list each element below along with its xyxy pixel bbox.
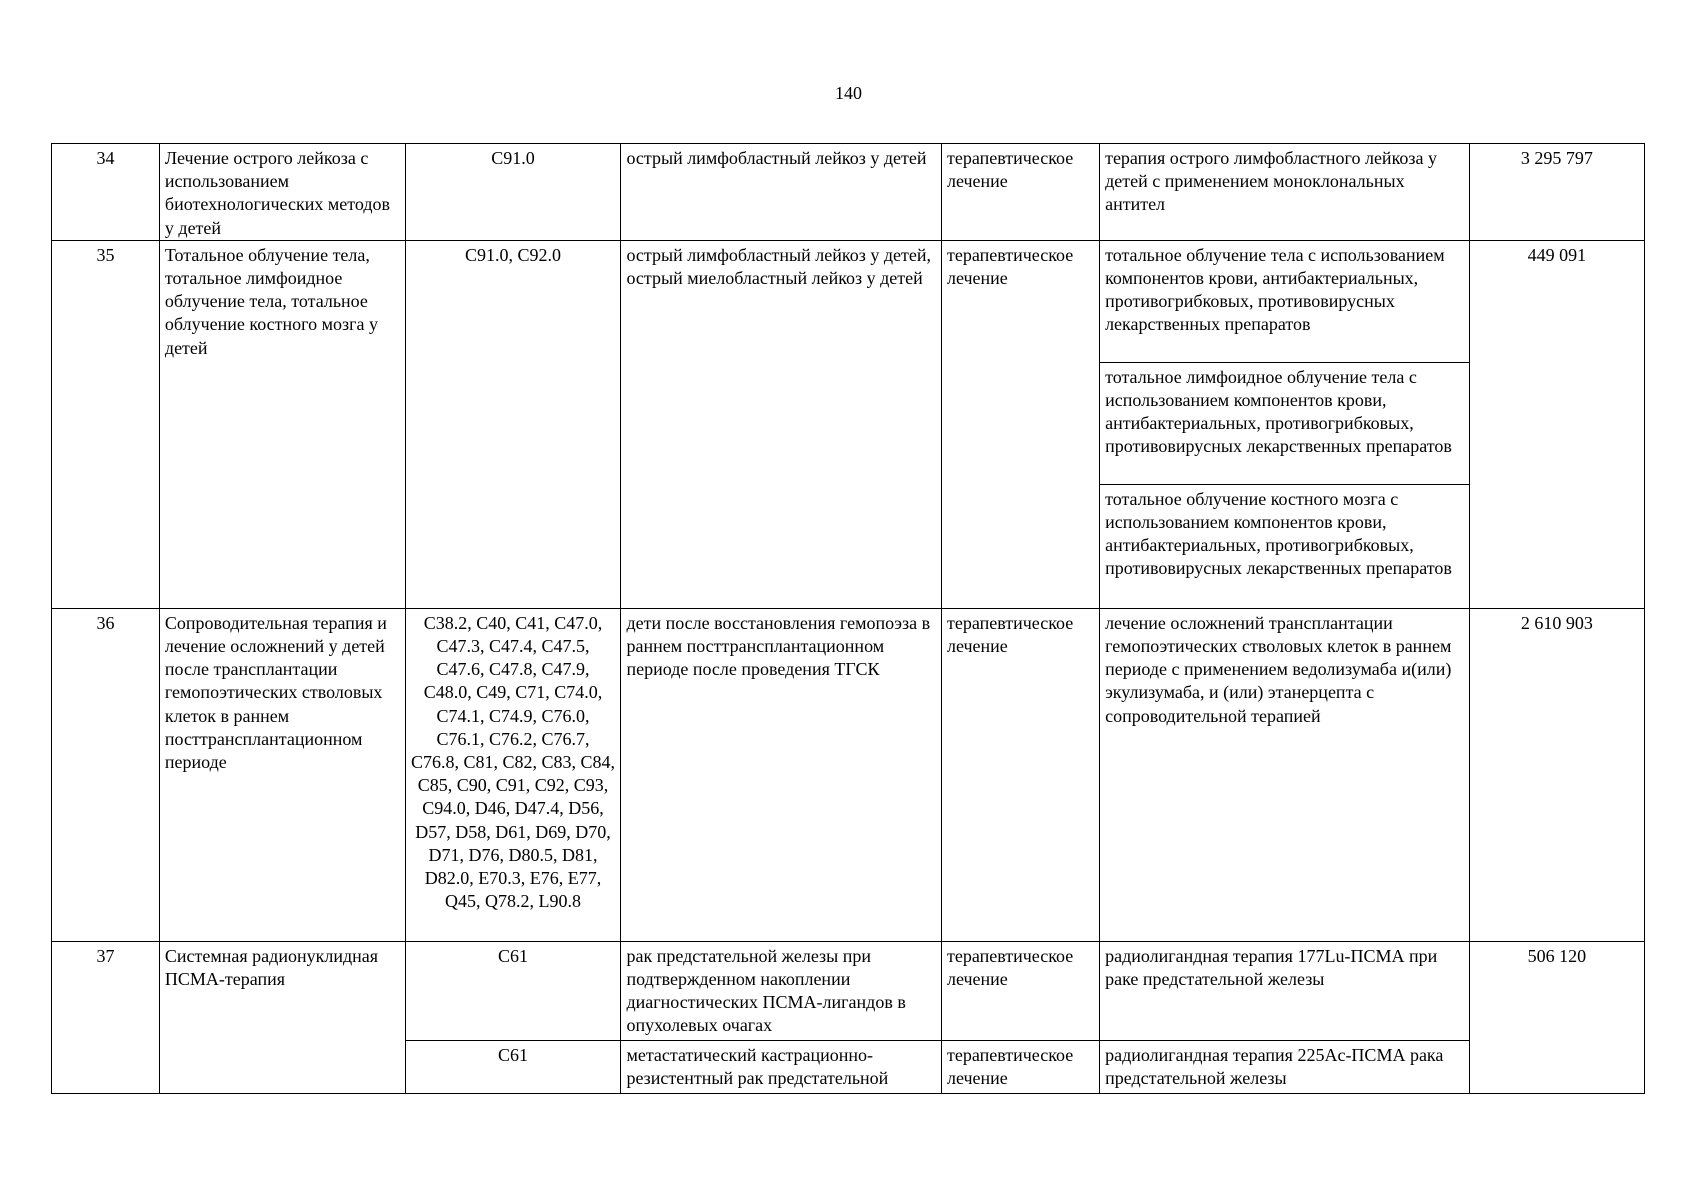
treatment-type: терапевтическое лечение — [941, 941, 1099, 1040]
treatment-type: терапевтическое лечение — [941, 144, 1099, 241]
care-type-name: Сопроводительная терапия и лечение осложнений у детей после трансплантации гемопоэтических стволовых клеток в раннем посттрансплантационном периоде — [159, 608, 405, 941]
treatment-method: тотальное облучение тела с использованием компонентов крови, антибактериальных, противогрибковых, противовирусных лекарственных препаратов — [1100, 240, 1470, 362]
cost-value: 506 120 — [1469, 941, 1644, 1093]
treatment-method: радиолигандная терапия 177Lu-ПСМА при раке предстательной железы — [1100, 941, 1470, 1040]
row-number: 35 — [52, 240, 160, 608]
patient-model: острый лимфобластный лейкоз у детей — [621, 144, 942, 241]
patient-model: метастатический кастрационно-резистентный рак предстательной — [621, 1040, 942, 1093]
table-row — [52, 240, 1645, 362]
patient-model: дети после восстановления гемопоэза в раннем посттрансплантационном периоде после проведения ТГСК — [621, 608, 942, 941]
treatment-method: тотальное лимфоидное облучение тела с использованием компонентов крови, антибактериальных, противогрибковых, противовирусных лекарственных препаратов — [1100, 362, 1470, 484]
services-table — [51, 143, 1645, 1094]
icd-codes: С61 — [405, 941, 621, 1040]
treatment-method: терапия острого лимфобластного лейкоза у детей с применением моноклональных антител — [1100, 144, 1470, 241]
treatment-method: радиолигандная терапия 225Ac-ПСМА рака предстательной железы — [1100, 1040, 1470, 1093]
treatment-type: терапевтическое лечение — [941, 608, 1099, 941]
patient-model: острый лимфобластный лейкоз у детей, острый миелобластный лейкоз у детей — [621, 240, 942, 608]
treatment-method: лечение осложнений трансплантации гемопоэтических стволовых клеток в раннем периоде с применением ведолизумаба и(или) экулизумаба, и (или) этанерцепта с сопроводительной терапией — [1100, 608, 1470, 941]
icd-codes: С61 — [405, 1040, 621, 1093]
table-row — [52, 144, 1645, 241]
care-type-name: Тотальное облучение тела, тотальное лимфоидное облучение тела, тотальное облучение костного мозга у детей — [159, 240, 405, 608]
row-number: 36 — [52, 608, 160, 941]
icd-codes: С91.0 — [405, 144, 621, 241]
row-number: 37 — [52, 941, 160, 1093]
cost-value: 449 091 — [1469, 240, 1644, 608]
treatment-method: тотальное облучение костного мозга с использованием компонентов крови, антибактериальных, противогрибковых, противовирусных лекарственных препаратов — [1100, 484, 1470, 608]
cost-value: 3 295 797 — [1469, 144, 1644, 241]
treatment-type: терапевтическое лечение — [941, 1040, 1099, 1093]
treatment-type: терапевтическое лечение — [941, 240, 1099, 608]
page-number: 140 — [835, 83, 862, 103]
cost-value: 2 610 903 — [1469, 608, 1644, 941]
table-row — [52, 608, 1645, 941]
care-type-name: Лечение острого лейкоза с использованием биотехнологических методов у детей — [159, 144, 405, 241]
icd-codes: С91.0, С92.0 — [405, 240, 621, 608]
table-row — [52, 941, 1645, 1040]
row-number: 34 — [52, 144, 160, 241]
care-type-name: Системная радионуклидная ПСМА-терапия — [159, 941, 405, 1093]
patient-model: рак предстательной железы при подтвержденном накоплении диагностических ПСМА-лигандов в опухолевых очагах — [621, 941, 942, 1040]
icd-codes: С38.2, С40, С41, С47.0, С47.3, С47.4, С47.5, С47.6, С47.8, С47.9, С48.0, С49, С71, С74.0, С74.1, С74.9, С76.0, С76.1, С76.2, С76.7, С76.8, С81, С82, С83, С84, С85, С90, С91, С92, С93, С94.0, D46, D47.4, D56, D57, D58, D61, D69, D70, D71, D76, D80.5, D81, D82.0, E70.3, E76, E77, Q45, Q78.2, L90.8 — [405, 608, 621, 941]
